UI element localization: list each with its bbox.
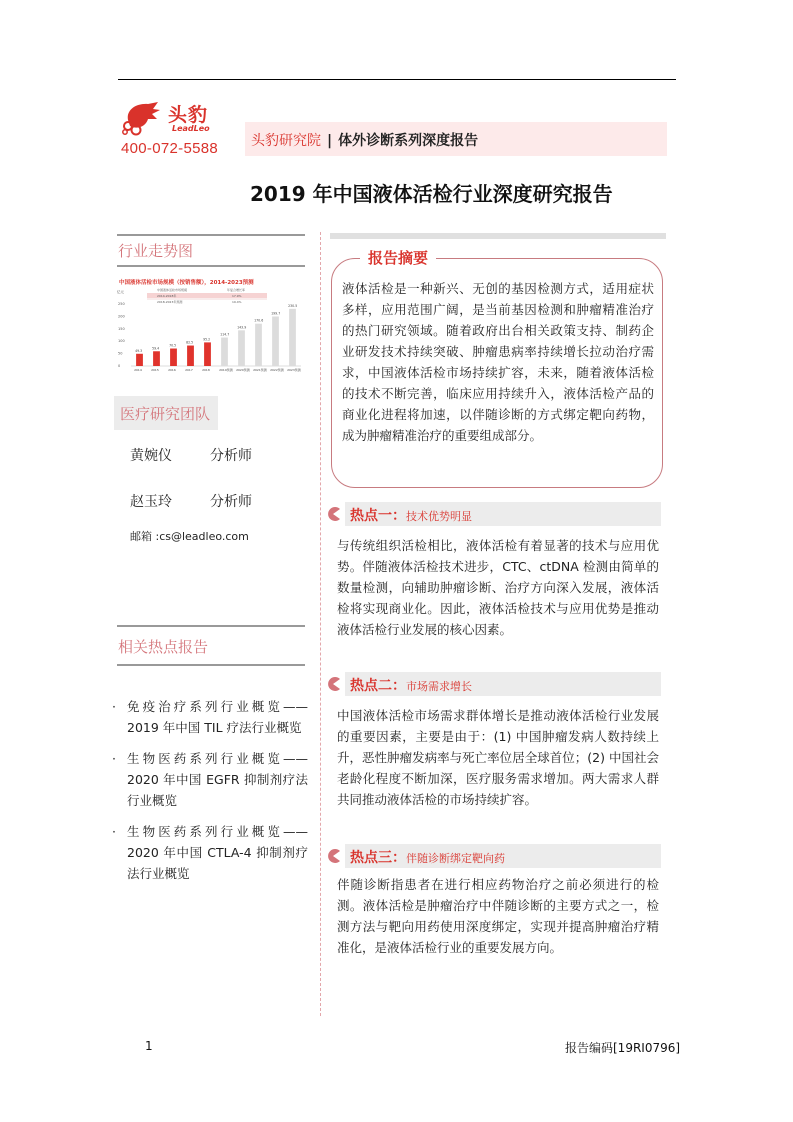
series-name: 体外诊断系列深度报告 bbox=[338, 133, 479, 149]
svg-text:2020预测: 2020预测 bbox=[236, 368, 250, 372]
member-role: 分析师 bbox=[210, 494, 252, 510]
svg-text:2016: 2016 bbox=[168, 368, 176, 372]
hotpoint-text: 中国液体活检市场需求群体增长是推动液体活检行业发展的重要因素，主要是由于：(1) 中国肿瘤发病人数持续上升，恶性肿瘤发病率与死亡率位居全球首位；(2) 中国社会老龄化程度不断加深，医疗服务需求增加。两大需求人群共同推动液体活检的市场持续扩容。 bbox=[337, 708, 659, 807]
svg-text:年复合增长率: 年复合增长率 bbox=[227, 288, 246, 292]
left-rule bbox=[117, 625, 305, 627]
hotpoint-header: 热点二：市场需求增长 bbox=[345, 672, 661, 696]
svg-text:114.7: 114.7 bbox=[220, 332, 230, 337]
svg-text:49.3: 49.3 bbox=[135, 348, 143, 353]
svg-text:2023预测: 2023预测 bbox=[287, 368, 301, 372]
left-rule bbox=[117, 265, 305, 267]
svg-text:230.5: 230.5 bbox=[288, 303, 298, 308]
separator: | bbox=[327, 133, 333, 149]
summary-title: 报告摘要 bbox=[360, 247, 436, 268]
leopard-logo-icon bbox=[122, 100, 162, 136]
pacman-bullet-icon bbox=[325, 848, 341, 864]
page-number: 1 bbox=[145, 1039, 153, 1053]
svg-text:2022预测: 2022预测 bbox=[270, 368, 284, 372]
svg-text:2014: 2014 bbox=[134, 368, 142, 372]
top-gray-bar bbox=[330, 233, 666, 239]
bar-chart bbox=[117, 286, 305, 386]
svg-text:50: 50 bbox=[118, 351, 123, 356]
brand-name: 头豹 bbox=[168, 104, 209, 126]
svg-text:250: 250 bbox=[118, 302, 125, 306]
member-name: 赵玉玲 bbox=[130, 494, 172, 510]
team-heading: 医疗研究团队 bbox=[114, 396, 218, 430]
svg-text:70.5: 70.5 bbox=[169, 343, 177, 348]
trend-heading: 行业走势图 bbox=[118, 242, 194, 260]
svg-text:中国液体活检市场规模: 中国液体活检市场规模 bbox=[157, 288, 188, 292]
svg-text:82.5: 82.5 bbox=[186, 340, 194, 345]
svg-text:59.4: 59.4 bbox=[152, 346, 160, 351]
institute-name: 头豹研究院 bbox=[251, 133, 321, 149]
phone-number: 400-072-5588 bbox=[121, 140, 219, 157]
svg-text:170.6: 170.6 bbox=[254, 318, 264, 323]
svg-text:19.4%: 19.4% bbox=[232, 300, 242, 304]
svg-text:17.9%: 17.9% bbox=[232, 294, 242, 298]
related-reports-list bbox=[112, 696, 308, 894]
svg-text:2019预测: 2019预测 bbox=[219, 368, 233, 372]
member-role: 分析师 bbox=[210, 448, 252, 464]
svg-text:199.7: 199.7 bbox=[271, 311, 281, 316]
brand-name-en: LeadLeo bbox=[172, 124, 210, 133]
svg-text:2015: 2015 bbox=[151, 368, 159, 372]
series-banner bbox=[245, 122, 667, 156]
hotpoint-header: 热点三：伴随诊断绑定靶向药 bbox=[345, 844, 661, 868]
hotpoint-header: 热点一：技术优势明显 bbox=[345, 502, 661, 526]
trend-chart bbox=[117, 276, 305, 386]
svg-text:0: 0 bbox=[118, 364, 121, 368]
svg-text:2017: 2017 bbox=[185, 368, 193, 372]
related-report-link[interactable]: · 生物医药系列行业概览——2020 年中国 EGFR 抑制剂疗法行业概览 bbox=[112, 751, 308, 808]
svg-text:95.2: 95.2 bbox=[203, 337, 211, 342]
report-code: 报告编码[19RI0796] bbox=[565, 1041, 681, 1055]
svg-text:200: 200 bbox=[118, 314, 125, 319]
svg-text:150: 150 bbox=[118, 326, 125, 331]
member-name: 黄婉仪 bbox=[130, 448, 172, 464]
related-report-link[interactable]: · 免疫治疗系列行业概览——2019 年中国 TIL 疗法行业概览 bbox=[112, 699, 308, 735]
chart-title: 中国液体活检市场规模（按销售额），2014-2023预测 bbox=[119, 280, 254, 286]
svg-text:143.9: 143.9 bbox=[237, 325, 247, 330]
summary-text: 液体活检是一种新兴、无创的基因检测方式，适用症状多样，应用范围广阔，是当前基因检测和肿瘤精准治疗的热门研究领域。随着政府出台相关政策支持、制药企业研发技术持续突破、肿瘤患病率持续增长拉动治疗需求，中国液体活检市场持续扩容，未来，随着液体活检的技术不断完善，临床应用持续升入，液体活检产品的商业化进程将加速，以伴随诊断的方式绑定靶向药物，成为肿瘤精准治疗的重要组成部分。 bbox=[342, 281, 654, 443]
svg-text:100: 100 bbox=[118, 339, 125, 344]
pacman-bullet-icon bbox=[325, 506, 341, 522]
hotpoint-text: 与传统组织活检相比，液体活检有着显著的技术与应用优势。伴随液体活检技术进步，CTC、ctDNA 检测由简单的数量检测，向辅助肿瘤诊断、治疗方向深入发展，液体活检将实现商业化。因此，液体活检技术与应用优势是推动液体活检行业发展的核心因素。 bbox=[337, 538, 659, 637]
column-divider bbox=[320, 232, 321, 1016]
contact-email: 邮箱 :cs@leadleo.com bbox=[130, 530, 249, 543]
related-report-link[interactable]: · 生物医药系列行业概览——2020 年中国 CTLA-4 抑制剂疗法行业概览 bbox=[112, 824, 308, 881]
left-rule bbox=[117, 234, 305, 236]
svg-text:2021预测: 2021预测 bbox=[253, 368, 267, 372]
svg-text:2018-2023年预测: 2018-2023年预测 bbox=[157, 300, 183, 304]
left-rule bbox=[117, 664, 305, 666]
pacman-bullet-icon bbox=[325, 676, 341, 692]
top-rule bbox=[118, 79, 676, 80]
svg-text:亿元: 亿元 bbox=[117, 290, 124, 294]
svg-text:2014-2018年: 2014-2018年 bbox=[157, 294, 177, 298]
related-heading: 相关热点报告 bbox=[118, 638, 209, 656]
svg-text:2018: 2018 bbox=[202, 368, 210, 372]
document-title: 2019 年中国液体活检行业深度研究报告 bbox=[250, 182, 613, 206]
hotpoint-text: 伴随诊断指患者在进行相应药物治疗之前必须进行的检测。液体活检是肿瘤治疗中伴随诊断的主要方式之一，检测方法与靶向用药使用深度绑定，实现并提高肿瘤治疗精准化，是液体活检行业的重要发展方向。 bbox=[337, 877, 659, 955]
